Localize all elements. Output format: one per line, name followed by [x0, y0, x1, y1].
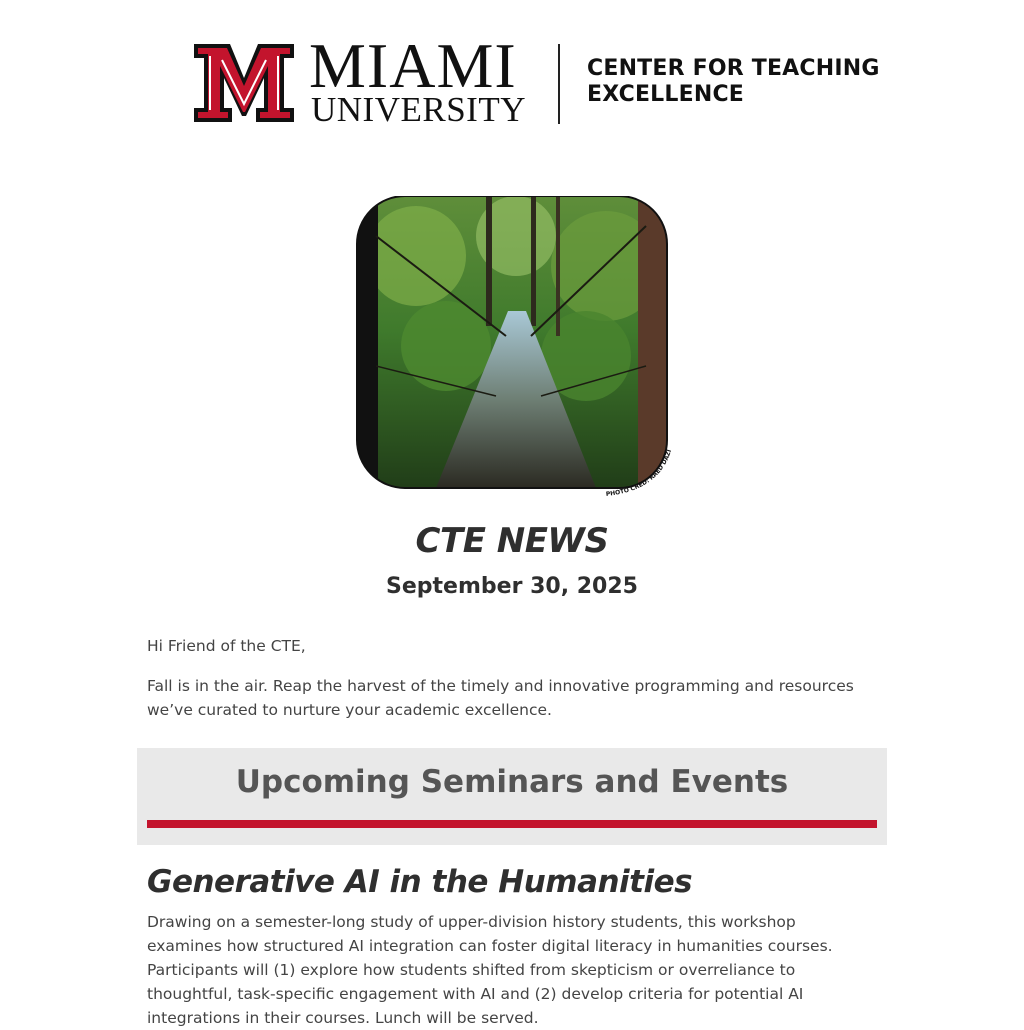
section-header — [137, 748, 887, 845]
svg-text:PHOTO CRED: RAED DAZI — [606, 449, 674, 498]
newsletter-date: September 30, 2025 — [386, 574, 638, 599]
intro-text: Fall is in the air. Reap the harvest of the timely and innovative programming and resources we’ve curated to nurture your academic excellence. — [147, 677, 854, 719]
greeting-text: Hi Friend of the CTE, — [147, 637, 306, 655]
miami-m-logo-icon — [194, 44, 294, 122]
section-title: Upcoming Seminars and Events — [235, 764, 789, 800]
miami-wordmark: MIAMI — [309, 30, 517, 101]
newsletter-title: CTE NEWS — [415, 521, 609, 561]
logo-divider — [558, 44, 560, 124]
photo-credit-text: PHOTO CRED: RAED DAZI — [605, 448, 674, 498]
center-name-line1: CENTER FOR TEACHING — [587, 56, 880, 81]
university-wordmark: UNIVERSITY — [311, 90, 526, 129]
event-title[interactable]: Generative AI in the Humanities — [147, 864, 693, 900]
photo-credit — [598, 430, 688, 500]
section-divider — [147, 820, 877, 828]
center-name-line2: EXCELLENCE — [587, 82, 745, 107]
event-description: Drawing on a semester-long study of upper-division history students, this workshop examines how structured AI integration can foster digital literacy in humanities courses. Participants will (1) explore how students shifted from skepticism or overreliance to thoughtful, task-specific engagement with AI and (2) develop criteria for potential AI integrations in their courses. Lunch will be served. — [147, 913, 833, 1027]
newsletter-header — [0, 0, 1024, 150]
